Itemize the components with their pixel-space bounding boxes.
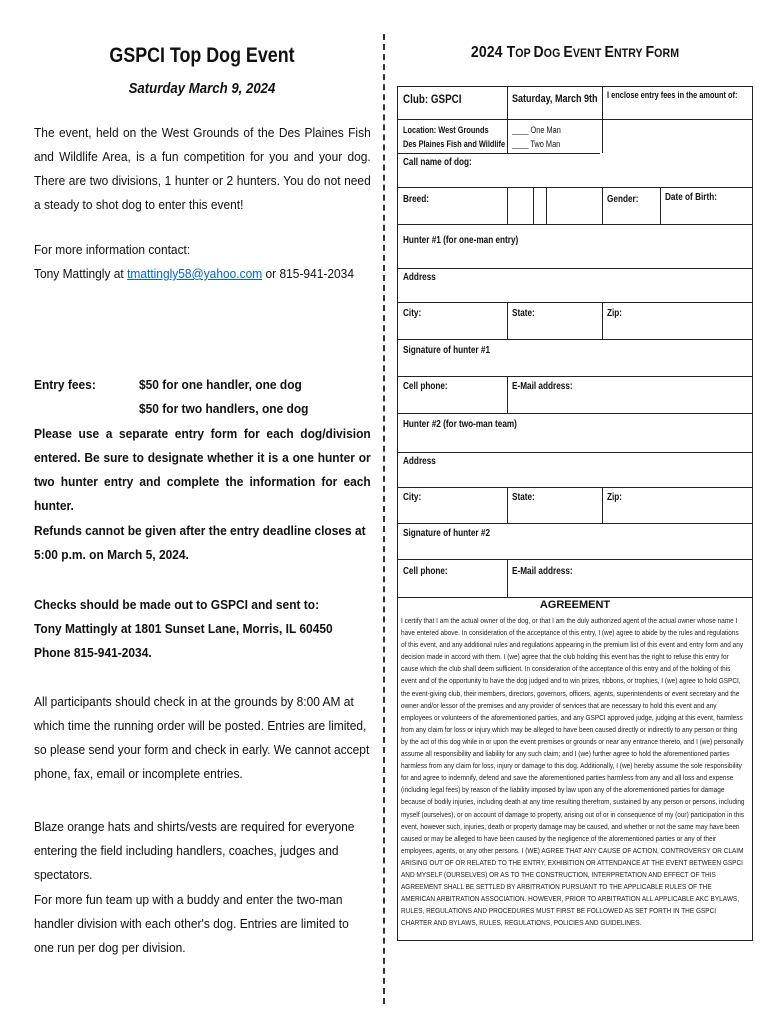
hunter-2-address-field[interactable]: Address bbox=[403, 456, 436, 467]
location-field: Location: West Grounds Des Plaines Fish and Wildlife bbox=[403, 125, 506, 149]
intro-paragraph: The event, held on the West Grounds of the Des Plaines Fish and Wildlife Area, is a fun competition for you and your dog. There are two divisions, 1 hunter or 2 hunters. You do not need a steady to shot dog to enter this event! bbox=[34, 125, 371, 212]
hunter-2-state-field[interactable]: State: bbox=[512, 492, 535, 503]
entry-form bbox=[397, 86, 753, 941]
hunter-1-name-field[interactable]: Hunter #1 (for one-man entry) bbox=[403, 235, 519, 246]
hunter-1-cell-field[interactable]: Cell phone: bbox=[403, 381, 448, 392]
separate-form-note: Please use a separate entry form for each dog/division entered. Be sure to designate whether it is a one hunter or two hunter entry and complete the information for each hunter. bbox=[34, 426, 371, 513]
club-field: Club: GSPCI bbox=[403, 92, 462, 106]
hunter-1-state-field[interactable]: State: bbox=[512, 308, 535, 319]
hunter-2-city-field[interactable]: City: bbox=[403, 492, 422, 503]
event-date-field: Saturday, March 9th bbox=[512, 93, 598, 105]
one-man-option[interactable]: ____ One Man bbox=[512, 125, 561, 135]
contact-name: Tony Mattingly at bbox=[34, 266, 128, 281]
hunter-2-email-field[interactable]: E-Mail address: bbox=[512, 566, 573, 577]
cut-line bbox=[383, 34, 385, 1004]
event-date: Saturday March 9, 2024 bbox=[128, 80, 276, 97]
checks-line-3: Phone 815-941-2034. bbox=[34, 645, 152, 660]
gender-field[interactable]: Gender: bbox=[607, 194, 639, 205]
dog-name-field[interactable]: Call name of dog: bbox=[403, 157, 472, 168]
hunter-2-cell-field[interactable]: Cell phone: bbox=[403, 566, 448, 577]
entry-fees-field[interactable]: I enclose entry fees in the amount of: bbox=[607, 90, 738, 100]
hunter-2-signature-field[interactable]: Signature of hunter #2 bbox=[403, 528, 491, 539]
agreement-text: I certify that I am the actual owner of the dog, or that I am the duly authorized agent of the actual owner whose name I have entered above. In consideration of the acceptance of this entry, I (we) agree to abide by the rules and regulations of this event, and any additional rules and regulations appearing in the premium list of this event and entry form and any decision made in accord with them. I (we) agree that the club holding this event has the right to refuse this entry for cause which the club shall deem sufficient. In consideration of the acceptance of this entry and of the holding of this event and of the opportunity to have the dog judged and to win prizes, ribbons, or trophies, I (we) agree to hold GSPCI, the event-giving club, their members, directors, governors, officers, agents, superintendents or event secretary and the owner and/or lessor of the premises and any provider of services that are necessary to hold this event and any employees or volunteers of the aforementioned parties, and any GSPCI approved judge, judging at this event, harmless from any claim for loss or injury which may be alleged to have been caused directly or indirectly to any person or thing by the act of this dog while in or upon the event premises or grounds or near any entrance thereto, and I (we) personally assume all responsibility and liability for any such claim; and I (we) further agree to hold the aforementioned parties harmless from any claim for loss, injury or damage to this dog. Additionally, I (we) hereby assume the sole responsibility for and agree to indemnify, defend and save the aforementioned parties harmless from any and all loss and expense (including legal fees) by reason of the liability imposed by law upon any of the aforementioned parties for damage because of bodily injuries, including death at any time resulting therefrom, sustained by any person or persons, including myself (ourselves), or on account of damage to property, arising out of or in consequence of my (our) participation in this event, however such, injuries, death or property damage may be caused, and whether or not the same may have been caused or may be alleged to have been caused by the negligence of the aforementioned parties or any of their employees, agents, or any other persons. I (WE) AGREE THAT ANY CAUSE OF ACTION, CONTROVERSY OR CLAIM ARISING OUT OF OR RELATED TO THE ENTRY, EXHIBITION OR ATTENDANCE AT THE EVENT BETWEEN GSPCI AND MYSELF (OURSELVES) OR AS TO THE CONSTRUCTION, INTERPRETATION AND EFFECT OF THIS AGREEMENT SHALL BE SETTLED BY ARBITRATION PURSUANT TO THE APPLICABLE RULES OF THE AMERICAN ARBITRATION ASSOCIATION. HOWEVER, PRIOR TO ARBITRATION ALL APPLICABLE AKC BYLAWS, RULES, REGULATIONS AND PROCEDURES MUST FIRST BE FOLLOWED AS SET FORTH IN THE GSPCI CHARTER AND BYLAWS, RULES, REGULATIONS, POLICIES AND GUIDELINES. bbox=[401, 616, 745, 928]
hunter-1-zip-field[interactable]: Zip: bbox=[607, 308, 623, 319]
team-up-paragraph: For more fun team up with a buddy and enter the two-man handler division with each other's dog. Entries are limited to one run per dog per division. bbox=[34, 892, 349, 955]
event-title: GSPCI Top Dog Event bbox=[109, 44, 295, 67]
fee-two-handlers: $50 for two handlers, one dog bbox=[139, 401, 309, 416]
entry-type-options[interactable] bbox=[507, 121, 602, 153]
contact-email-link[interactable]: tmattingly58@yahoo.com bbox=[127, 266, 263, 281]
fees-label: Entry fees: bbox=[34, 377, 96, 392]
agreement-title: AGREEMENT bbox=[539, 599, 611, 611]
contact-phone: or 815-941-2034 bbox=[262, 266, 354, 281]
hunter-1-address-field[interactable]: Address bbox=[403, 272, 436, 283]
checks-line-2: Tony Mattingly at 1801 Sunset Lane, Morris, IL 60450 bbox=[34, 621, 333, 636]
hunter-2-name-field[interactable]: Hunter #2 (for two-man team) bbox=[403, 419, 517, 430]
two-man-option[interactable]: ____ Two Man bbox=[512, 139, 561, 149]
checkin-paragraph: All participants should check in at the grounds by 8:00 AM at which time the running order will be posted. Entries are limited, so please send your form and check in early. We cannot accept phone, fax, email or incomplete entries. bbox=[34, 694, 370, 781]
hunter-1-city-field[interactable]: City: bbox=[403, 308, 422, 319]
contact-label: For more information contact: bbox=[34, 242, 191, 257]
date-of-birth-field[interactable]: Date of Birth: bbox=[665, 192, 717, 203]
hunter-1-signature-field[interactable]: Signature of hunter #1 bbox=[403, 345, 491, 356]
blaze-orange-paragraph: Blaze orange hats and shirts/vests are required for everyone entering the field including handlers, coaches, judges and spectators. bbox=[34, 819, 355, 882]
breed-field[interactable]: Breed: bbox=[403, 194, 429, 205]
entry-form-title: 2024 TOP DOG EVENT ENTRY FORM bbox=[470, 44, 680, 61]
hunter-2-zip-field[interactable]: Zip: bbox=[607, 492, 623, 503]
refund-note: Refunds cannot be given after the entry deadline closes at 5:00 p.m. on March 5, 2024. bbox=[34, 523, 366, 562]
fee-one-handler: $50 for one handler, one dog bbox=[139, 377, 302, 392]
hunter-1-email-field[interactable]: E-Mail address: bbox=[512, 381, 573, 392]
contact-line bbox=[34, 262, 371, 286]
checks-line-1: Checks should be made out to GSPCI and sent to: bbox=[34, 597, 320, 612]
